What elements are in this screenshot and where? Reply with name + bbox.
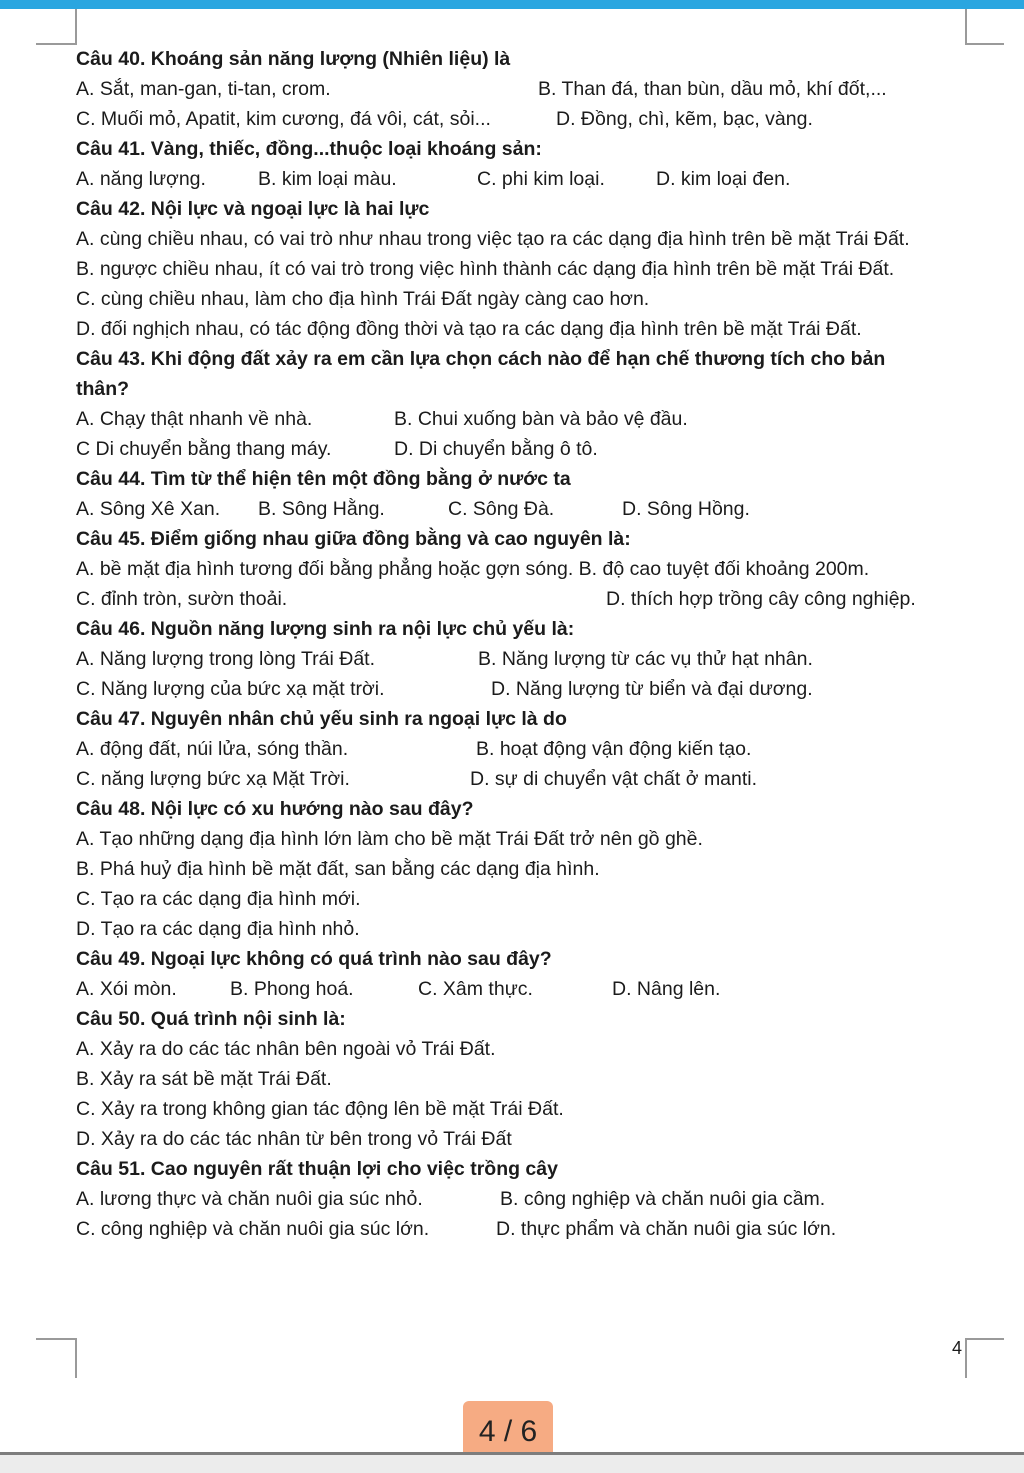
answer-row xyxy=(76,584,976,614)
option-d: D. đối nghịch nhau, có tác động đồng thời và tạo ra các dạng địa hình trên bề mặt Trái Đất. xyxy=(76,318,862,340)
option-c: C. phi kim loại. xyxy=(477,168,605,190)
option-a: A. Sắt, man-gan, ti-tan, crom. xyxy=(76,78,331,100)
option-a: A. Xảy ra do các tác nhân bên ngoài vỏ Trái Đất. xyxy=(76,1038,496,1060)
option-a: A. cùng chiều nhau, có vai trò như nhau trong việc tạo ra các dạng địa hình trên bề mặt Trái Đất. xyxy=(76,228,910,250)
option-b: B. công nghiệp và chăn nuôi gia cầm. xyxy=(500,1188,826,1210)
crop-mark-bottom-left xyxy=(36,1338,76,1340)
option-a: A. năng lượng. xyxy=(76,168,206,190)
option-c: C. công nghiệp và chăn nuôi gia súc lớn. xyxy=(76,1218,430,1240)
option-b: B. Chui xuống bàn và bảo vệ đầu. xyxy=(394,408,688,430)
crop-mark-bottom-left-v xyxy=(75,1338,77,1378)
option-b: B. Sông Hằng. xyxy=(258,498,385,520)
option-a: A. Chạy thật nhanh về nhà. xyxy=(76,408,313,430)
option-b: B. kim loại màu. xyxy=(258,168,397,190)
crop-mark-bottom-right xyxy=(966,1338,1004,1340)
option-c: C. Sông Đà. xyxy=(448,498,555,520)
option-d: D. Di chuyển bằng ô tô. xyxy=(394,438,598,460)
answer-row xyxy=(76,104,976,134)
answer-row xyxy=(76,494,976,524)
question-title: Câu 49. Ngoại lực không có quá trình nào sau đây? xyxy=(76,948,552,970)
option-b: B. Năng lượng từ các vụ thử hạt nhân. xyxy=(478,648,813,670)
option-b: B. Phá huỷ địa hình bề mặt đất, san bằng các dạng địa hình. xyxy=(76,858,600,880)
option-c: C. đỉnh tròn, sườn thoải. xyxy=(76,588,288,610)
answer-row xyxy=(76,1184,976,1214)
page-indicator[interactable]: 4 / 6 xyxy=(463,1401,553,1463)
option-d: D. thực phẩm và chăn nuôi gia súc lớn. xyxy=(496,1218,837,1240)
option-d: D. Sông Hồng. xyxy=(622,498,750,520)
option-a: A. lương thực và chăn nuôi gia súc nhỏ. xyxy=(76,1188,423,1210)
option-d: D. thích hợp trồng cây công nghiệp. xyxy=(606,588,916,610)
crop-mark-top-left-v xyxy=(75,9,77,45)
crop-mark-bottom-right-v xyxy=(965,1338,967,1378)
option-a: A. Năng lượng trong lòng Trái Đất. xyxy=(76,648,375,670)
option-c: C Di chuyển bằng thang máy. xyxy=(76,438,332,460)
question-title: Câu 42. Nội lực và ngoại lực là hai lực xyxy=(76,198,430,220)
answer-row xyxy=(76,434,976,464)
question-title: Câu 45. Điểm giống nhau giữa đồng bằng và cao nguyên là: xyxy=(76,528,631,550)
answer-row xyxy=(76,164,976,194)
answer-row xyxy=(76,404,976,434)
option-c: C. cùng chiều nhau, làm cho địa hình Trái Đất ngày càng cao hơn. xyxy=(76,288,650,310)
answer-row xyxy=(76,764,976,794)
question-title: Câu 40. Khoáng sản năng lượng (Nhiên liệu) là xyxy=(76,48,511,70)
page-number: 4 xyxy=(952,1338,963,1358)
crop-mark-top-right-v xyxy=(965,9,967,45)
option-b: B. ngược chiều nhau, ít có vai trò trong việc hình thành các dạng địa hình trên bề mặt Trái Đất. xyxy=(76,258,895,280)
option-c: C. Tạo ra các dạng địa hình mới. xyxy=(76,888,361,910)
answer-row xyxy=(76,734,976,764)
question-title: Câu 43. Khi động đất xảy ra em cần lựa chọn cách nào để hạn chế thương tích cho bản thân? xyxy=(76,348,886,400)
option-c: C. năng lượng bức xạ Mặt Trời. xyxy=(76,768,350,790)
option-d: D. Đồng, chì, kẽm, bạc, vàng. xyxy=(556,108,813,130)
option-ab: A. bề mặt địa hình tương đối bằng phẳng hoặc gợn sóng. B. độ cao tuyệt đối khoảng 200m. xyxy=(76,558,870,580)
question-title: Câu 46. Nguồn năng lượng sinh ra nội lực chủ yếu là: xyxy=(76,618,575,640)
question-title: Câu 41. Vàng, thiếc, đồng...thuộc loại khoáng sản: xyxy=(76,138,542,160)
bottom-toolbar xyxy=(0,1452,1024,1473)
answer-row xyxy=(76,644,976,674)
question-title: Câu 51. Cao nguyên rất thuận lợi cho việc trồng cây xyxy=(76,1158,558,1180)
question-title: Câu 44. Tìm từ thể hiện tên một đồng bằng ở nước ta xyxy=(76,468,571,490)
option-a: A. Tạo những dạng địa hình lớn làm cho bề mặt Trái Đất trở nên gồ ghề. xyxy=(76,828,703,850)
crop-mark-top-left xyxy=(36,43,76,45)
option-d: D. Nâng lên. xyxy=(612,978,721,1000)
question-title: Câu 48. Nội lực có xu hướng nào sau đây? xyxy=(76,798,474,820)
option-a: A. Xói mòn. xyxy=(76,978,177,1000)
option-b: B. Than đá, than bùn, dầu mỏ, khí đốt,... xyxy=(538,78,887,100)
option-b: B. hoạt động vận động kiến tạo. xyxy=(476,738,752,760)
option-d: D. Năng lượng từ biển và đại dương. xyxy=(491,678,813,700)
option-d: D. Tạo ra các dạng địa hình nhỏ. xyxy=(76,918,360,940)
option-d: D. kim loại đen. xyxy=(656,168,791,190)
option-a: A. Sông Xê Xan. xyxy=(76,498,221,520)
option-c: C. Năng lượng của bức xạ mặt trời. xyxy=(76,678,385,700)
option-b: B. Xảy ra sát bề mặt Trái Đất. xyxy=(76,1068,332,1090)
option-c: C. Muối mỏ, Apatit, kim cương, đá vôi, cát, sỏi... xyxy=(76,108,491,130)
option-c: C. Xảy ra trong không gian tác động lên bề mặt Trái Đất. xyxy=(76,1098,564,1120)
answer-row xyxy=(76,674,976,704)
option-d: D. Xảy ra do các tác nhân từ bên trong vỏ Trái Đất xyxy=(76,1128,512,1150)
answer-row xyxy=(76,1214,976,1244)
option-c: C. Xâm thực. xyxy=(418,978,533,1000)
option-a: A. động đất, núi lửa, sóng thần. xyxy=(76,738,349,760)
top-accent-bar xyxy=(0,0,1024,9)
answer-row xyxy=(76,974,976,1004)
document-page xyxy=(76,44,976,1244)
option-d: D. sự di chuyển vật chất ở manti. xyxy=(470,768,758,790)
answer-row xyxy=(76,74,976,104)
option-b: B. Phong hoá. xyxy=(230,978,354,1000)
question-title: Câu 50. Quá trình nội sinh là: xyxy=(76,1008,346,1030)
question-title: Câu 47. Nguyên nhân chủ yếu sinh ra ngoại lực là do xyxy=(76,708,567,730)
